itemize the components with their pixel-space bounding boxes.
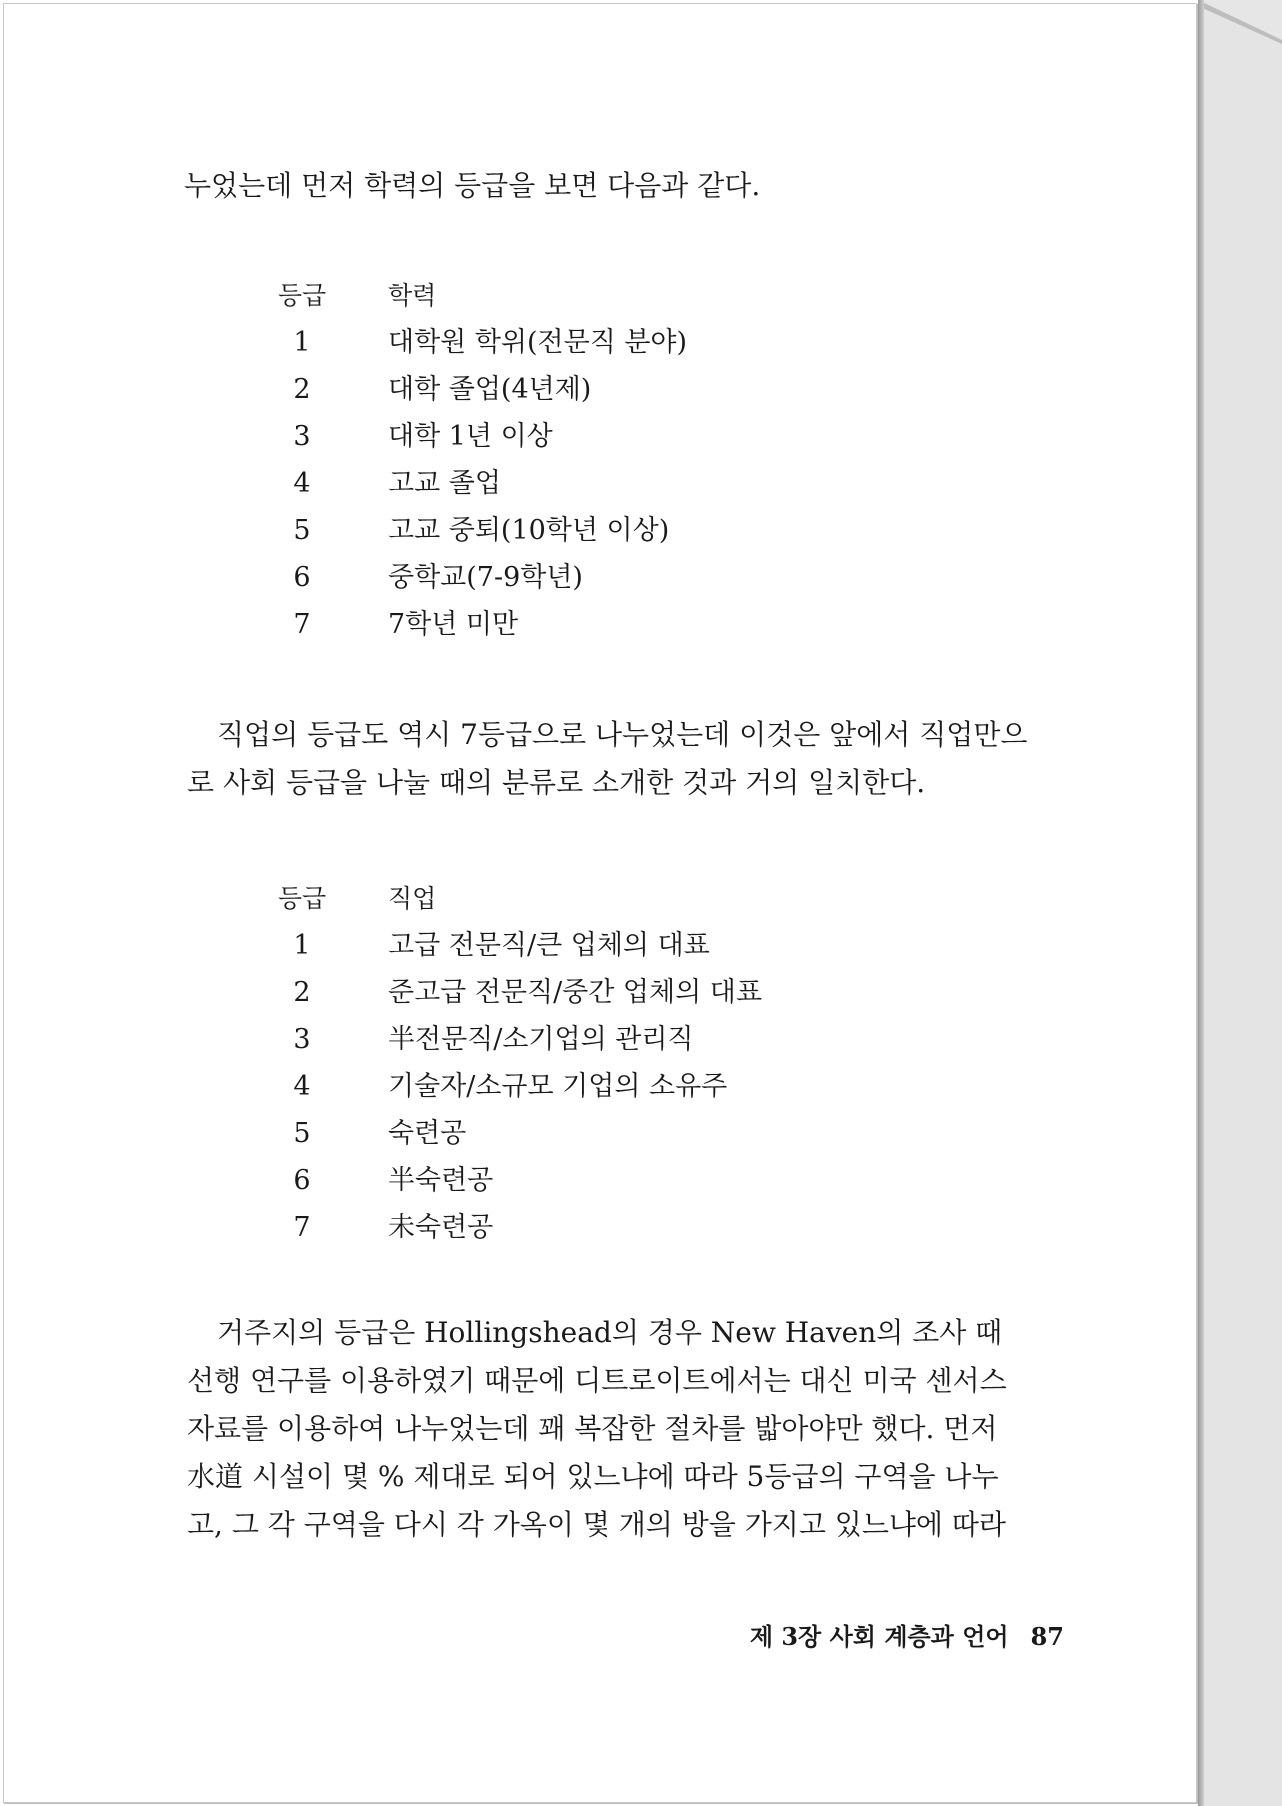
- grade-cell: 6: [293, 562, 311, 593]
- education-cell: 고교 중퇴(10학년 이상): [388, 515, 670, 546]
- grade-cell: 1: [293, 930, 311, 961]
- grade-cell: 4: [293, 1071, 311, 1102]
- occupation-cell: 숙련공: [388, 1118, 467, 1149]
- paragraph-line: 고, 그 각 구역을 다시 각 가옥이 몇 개의 방을 가지고 있느냐에 따라: [187, 1508, 1006, 1541]
- grade-cell: 3: [293, 421, 311, 452]
- grade-cell: 5: [293, 515, 311, 546]
- occupation-cell: 고급 전문직/큰 업체의 대표: [388, 930, 710, 961]
- page-number: 87: [1030, 1622, 1064, 1651]
- education-cell: 대학 졸업(4년제): [388, 374, 592, 405]
- occupation-cell: 半전문직/소기업의 관리직: [388, 1024, 694, 1055]
- education-cell: 중학교(7-9학년): [388, 562, 583, 593]
- page-edge: [1198, 0, 1282, 1806]
- paragraph-line: 자료를 이용하여 나누었는데 꽤 복잡한 절차를 밟아야만 했다. 먼저: [187, 1412, 998, 1445]
- page-footer: [704, 1617, 1064, 1652]
- occupation-cell: 기술자/소규모 기업의 소유주: [388, 1071, 728, 1102]
- paragraph-line: 水道 시설이 몇 % 제대로 되어 있느냐에 따라 5등급의 구역을 나누: [187, 1460, 999, 1493]
- grade-cell: 7: [293, 609, 311, 640]
- occupation-cell: 未숙련공: [388, 1212, 494, 1243]
- grade-header: 등급: [277, 281, 327, 310]
- page-edge-shade: [1198, 0, 1204, 1806]
- education-cell: 7학년 미만: [388, 609, 519, 640]
- grade-cell: 1: [293, 327, 311, 358]
- grade-cell: 2: [293, 977, 311, 1008]
- chapter-title: 제 3장 사회 계층과 언어: [749, 1622, 1009, 1651]
- grade-cell: 7: [293, 1212, 311, 1243]
- education-cell: 대학 1년 이상: [388, 421, 553, 452]
- education-cell: 고교 졸업: [388, 468, 501, 499]
- paragraph-residence: [187, 1309, 1087, 1549]
- page-sheet: [3, 3, 1197, 1803]
- occupation-cell: 준고급 전문직/중간 업체의 대표: [388, 977, 762, 1008]
- intro-line: 누었는데 먼저 학력의 등급을 보면 다음과 같다.: [184, 169, 761, 202]
- education-cell: 대학원 학위(전문직 분야): [388, 327, 688, 358]
- paragraph-line: 직업의 등급도 역시 7등급으로 나누었는데 이것은 앞에서 직업만으: [217, 718, 1028, 751]
- paragraph-line: 선행 연구를 이용하였기 때문에 디트로이트에서는 대신 미국 센서스: [187, 1364, 1007, 1397]
- grade-cell: 3: [293, 1024, 311, 1055]
- occupation-cell: 半숙련공: [388, 1165, 494, 1196]
- education-header: 학력: [388, 281, 437, 310]
- paragraph-line: 거주지의 등급은 Hollingshead의 경우 New Haven의 조사 때: [217, 1316, 1003, 1349]
- page-edge-shape: [1198, 0, 1282, 1806]
- grade-header: 등급: [277, 884, 327, 913]
- paragraph-occupation-intro: [187, 711, 1087, 807]
- grade-cell: 4: [293, 468, 311, 499]
- paragraph-line: 로 사회 등급을 나눌 때의 분류로 소개한 것과 거의 일치한다.: [187, 766, 926, 799]
- grade-cell: 2: [293, 374, 311, 405]
- grade-cell: 5: [293, 1118, 311, 1149]
- occupation-header: 직업: [388, 884, 437, 913]
- grade-cell: 6: [293, 1165, 311, 1196]
